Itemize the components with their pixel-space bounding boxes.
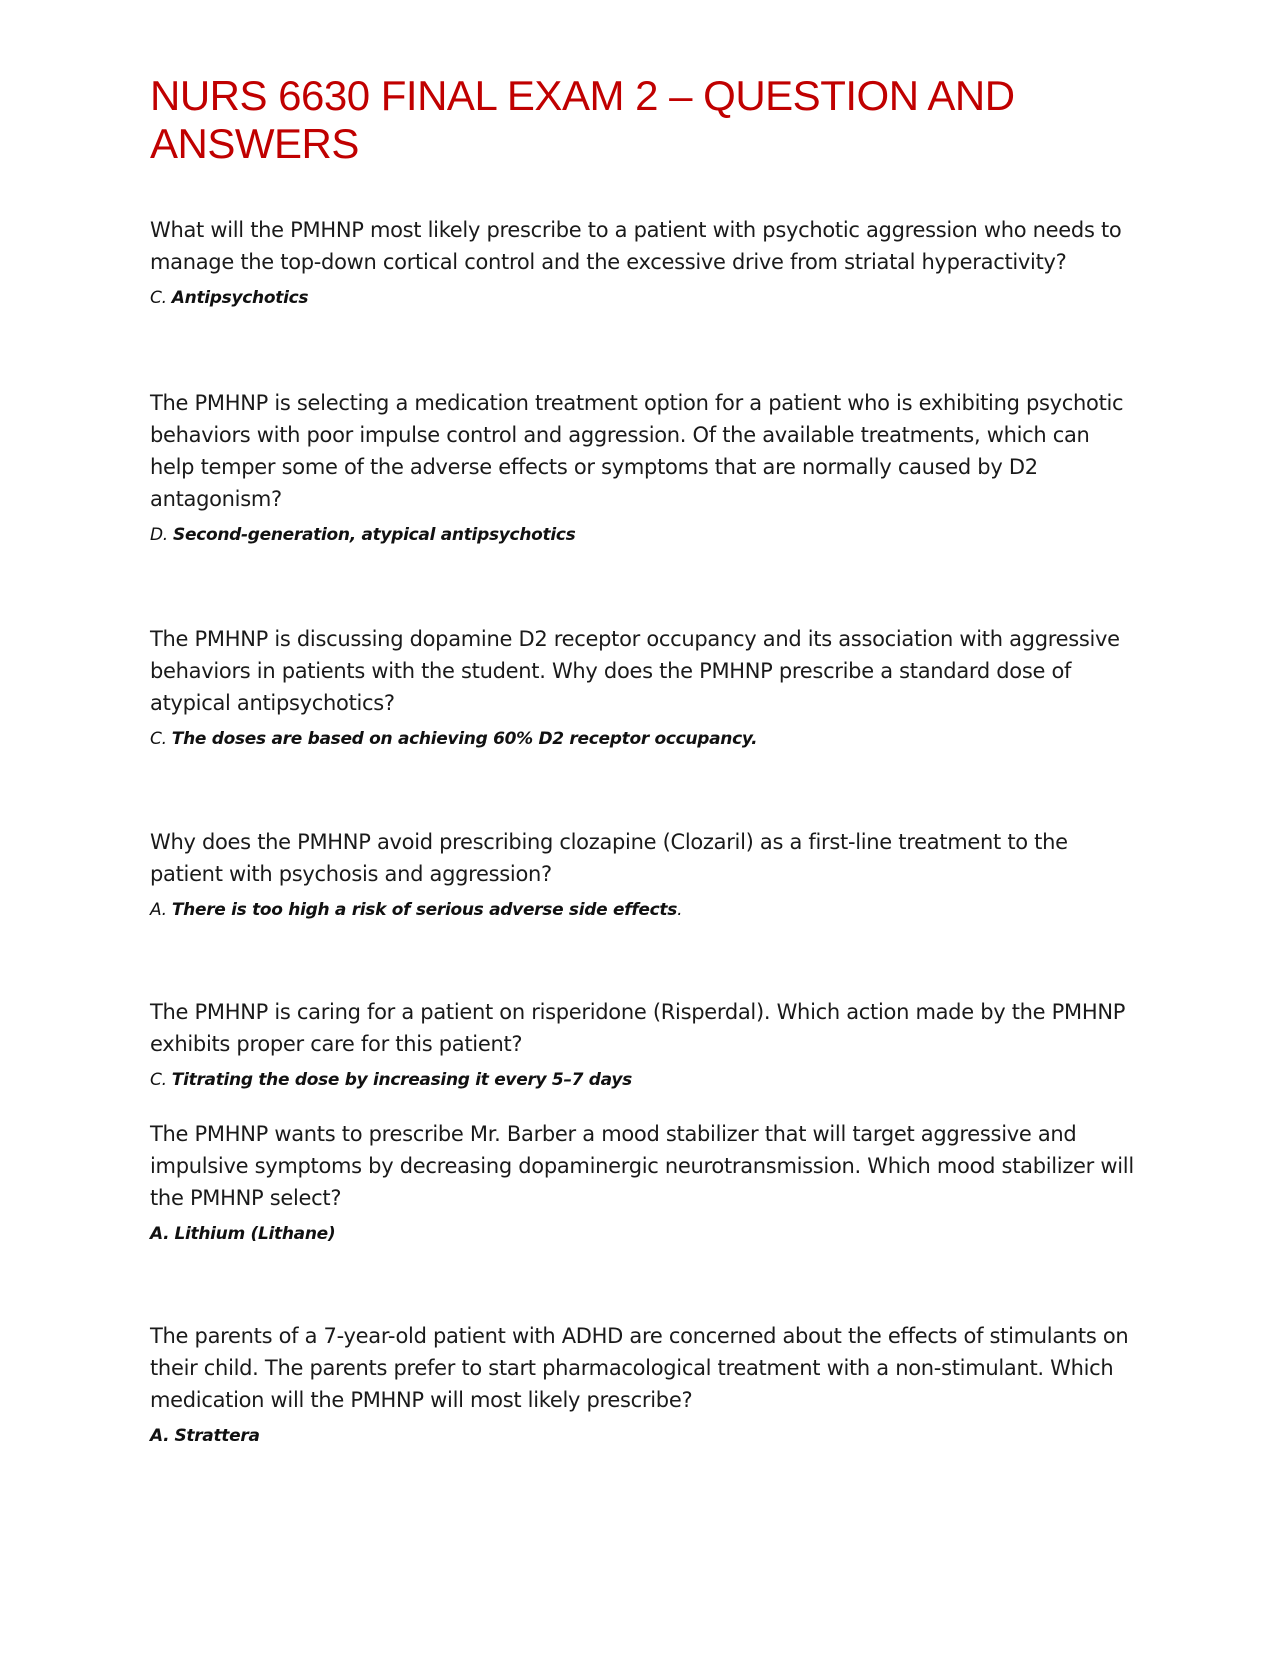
- answer-label: Second-generation, atypical antipsychotics: [173, 525, 576, 545]
- question-text: The PMHNP is selecting a medication treatment option for a patient who is exhibiting psychotic behaviors with poor impulse control and aggression. Of the available treatments, which can help temper some of the adverse effects or symptoms that are normally caused by D2 antagonism?: [150, 391, 1124, 511]
- qa-item: [150, 214, 1140, 310]
- question-text: What will the PMHNP most likely prescribe to a patient with psychotic aggression who needs to manage the top-down cortical control and the excessive drive from striatal hyperactivity?: [150, 218, 1122, 274]
- answer-letter: A.: [150, 1224, 170, 1244]
- answer-text: [150, 1222, 1140, 1246]
- answer-label: The doses are based on achieving 60% D2 receptor occupancy.: [171, 729, 758, 749]
- answer-label: Lithium (Lithane): [174, 1224, 336, 1244]
- qa-item: [150, 387, 1140, 547]
- answer-letter: C.: [150, 288, 167, 308]
- answer-letter: D.: [150, 525, 168, 545]
- qa-item: [150, 826, 1140, 922]
- answer-letter: C.: [150, 729, 167, 749]
- answer-label: Antipsychotics: [171, 288, 309, 308]
- qa-item: [150, 1118, 1140, 1246]
- answer-text: [150, 1424, 1140, 1448]
- answer-label: Titrating the dose by increasing it every 5–7 days: [171, 1070, 632, 1090]
- question-text: The PMHNP is caring for a patient on risperidone (Risperdal). Which action made by the PMHNP exhibits proper care for this patient?: [150, 1000, 1126, 1056]
- question-text: The PMHNP is discussing dopamine D2 receptor occupancy and its association with aggressive behaviors in patients with the student. Why does the PMHNP prescribe a standard dose of atypical antipsychotics?: [150, 627, 1120, 715]
- answer-text: [150, 286, 1140, 310]
- answer-text: [150, 523, 1140, 547]
- qa-item: [150, 1320, 1140, 1448]
- answer-trailing-period: .: [677, 900, 683, 920]
- question-text: The parents of a 7-year-old patient with ADHD are concerned about the effects of stimulants on their child. The parents prefer to start pharmacological treatment with a non-stimulant. Which medication will the PMHNP will most likely prescribe?: [150, 1324, 1129, 1412]
- answer-letter: C.: [150, 1070, 167, 1090]
- answer-text: [150, 727, 1140, 751]
- qa-item: [150, 996, 1140, 1092]
- answer-letter: A.: [150, 1426, 170, 1446]
- answer-text: [150, 1068, 1140, 1092]
- qa-item: [150, 623, 1140, 751]
- answer-label: Strattera: [174, 1426, 260, 1446]
- answer-letter: A.: [150, 900, 167, 920]
- answer-label: There is too high a risk of serious adverse side effects: [171, 900, 678, 920]
- question-text: The PMHNP wants to prescribe Mr. Barber a mood stabilizer that will target aggressive and impulsive symptoms by decreasing dopaminergic neurotransmission. Which mood stabilizer will the PMHNP select?: [150, 1122, 1134, 1210]
- question-text: Why does the PMHNP avoid prescribing clozapine (Clozaril) as a first-line treatment to the patient with psychosis and aggression?: [150, 830, 1068, 886]
- answer-text: [150, 898, 1140, 922]
- document-title: NURS 6630 FINAL EXAM 2 – QUESTION AND ANSWERS: [150, 72, 1015, 167]
